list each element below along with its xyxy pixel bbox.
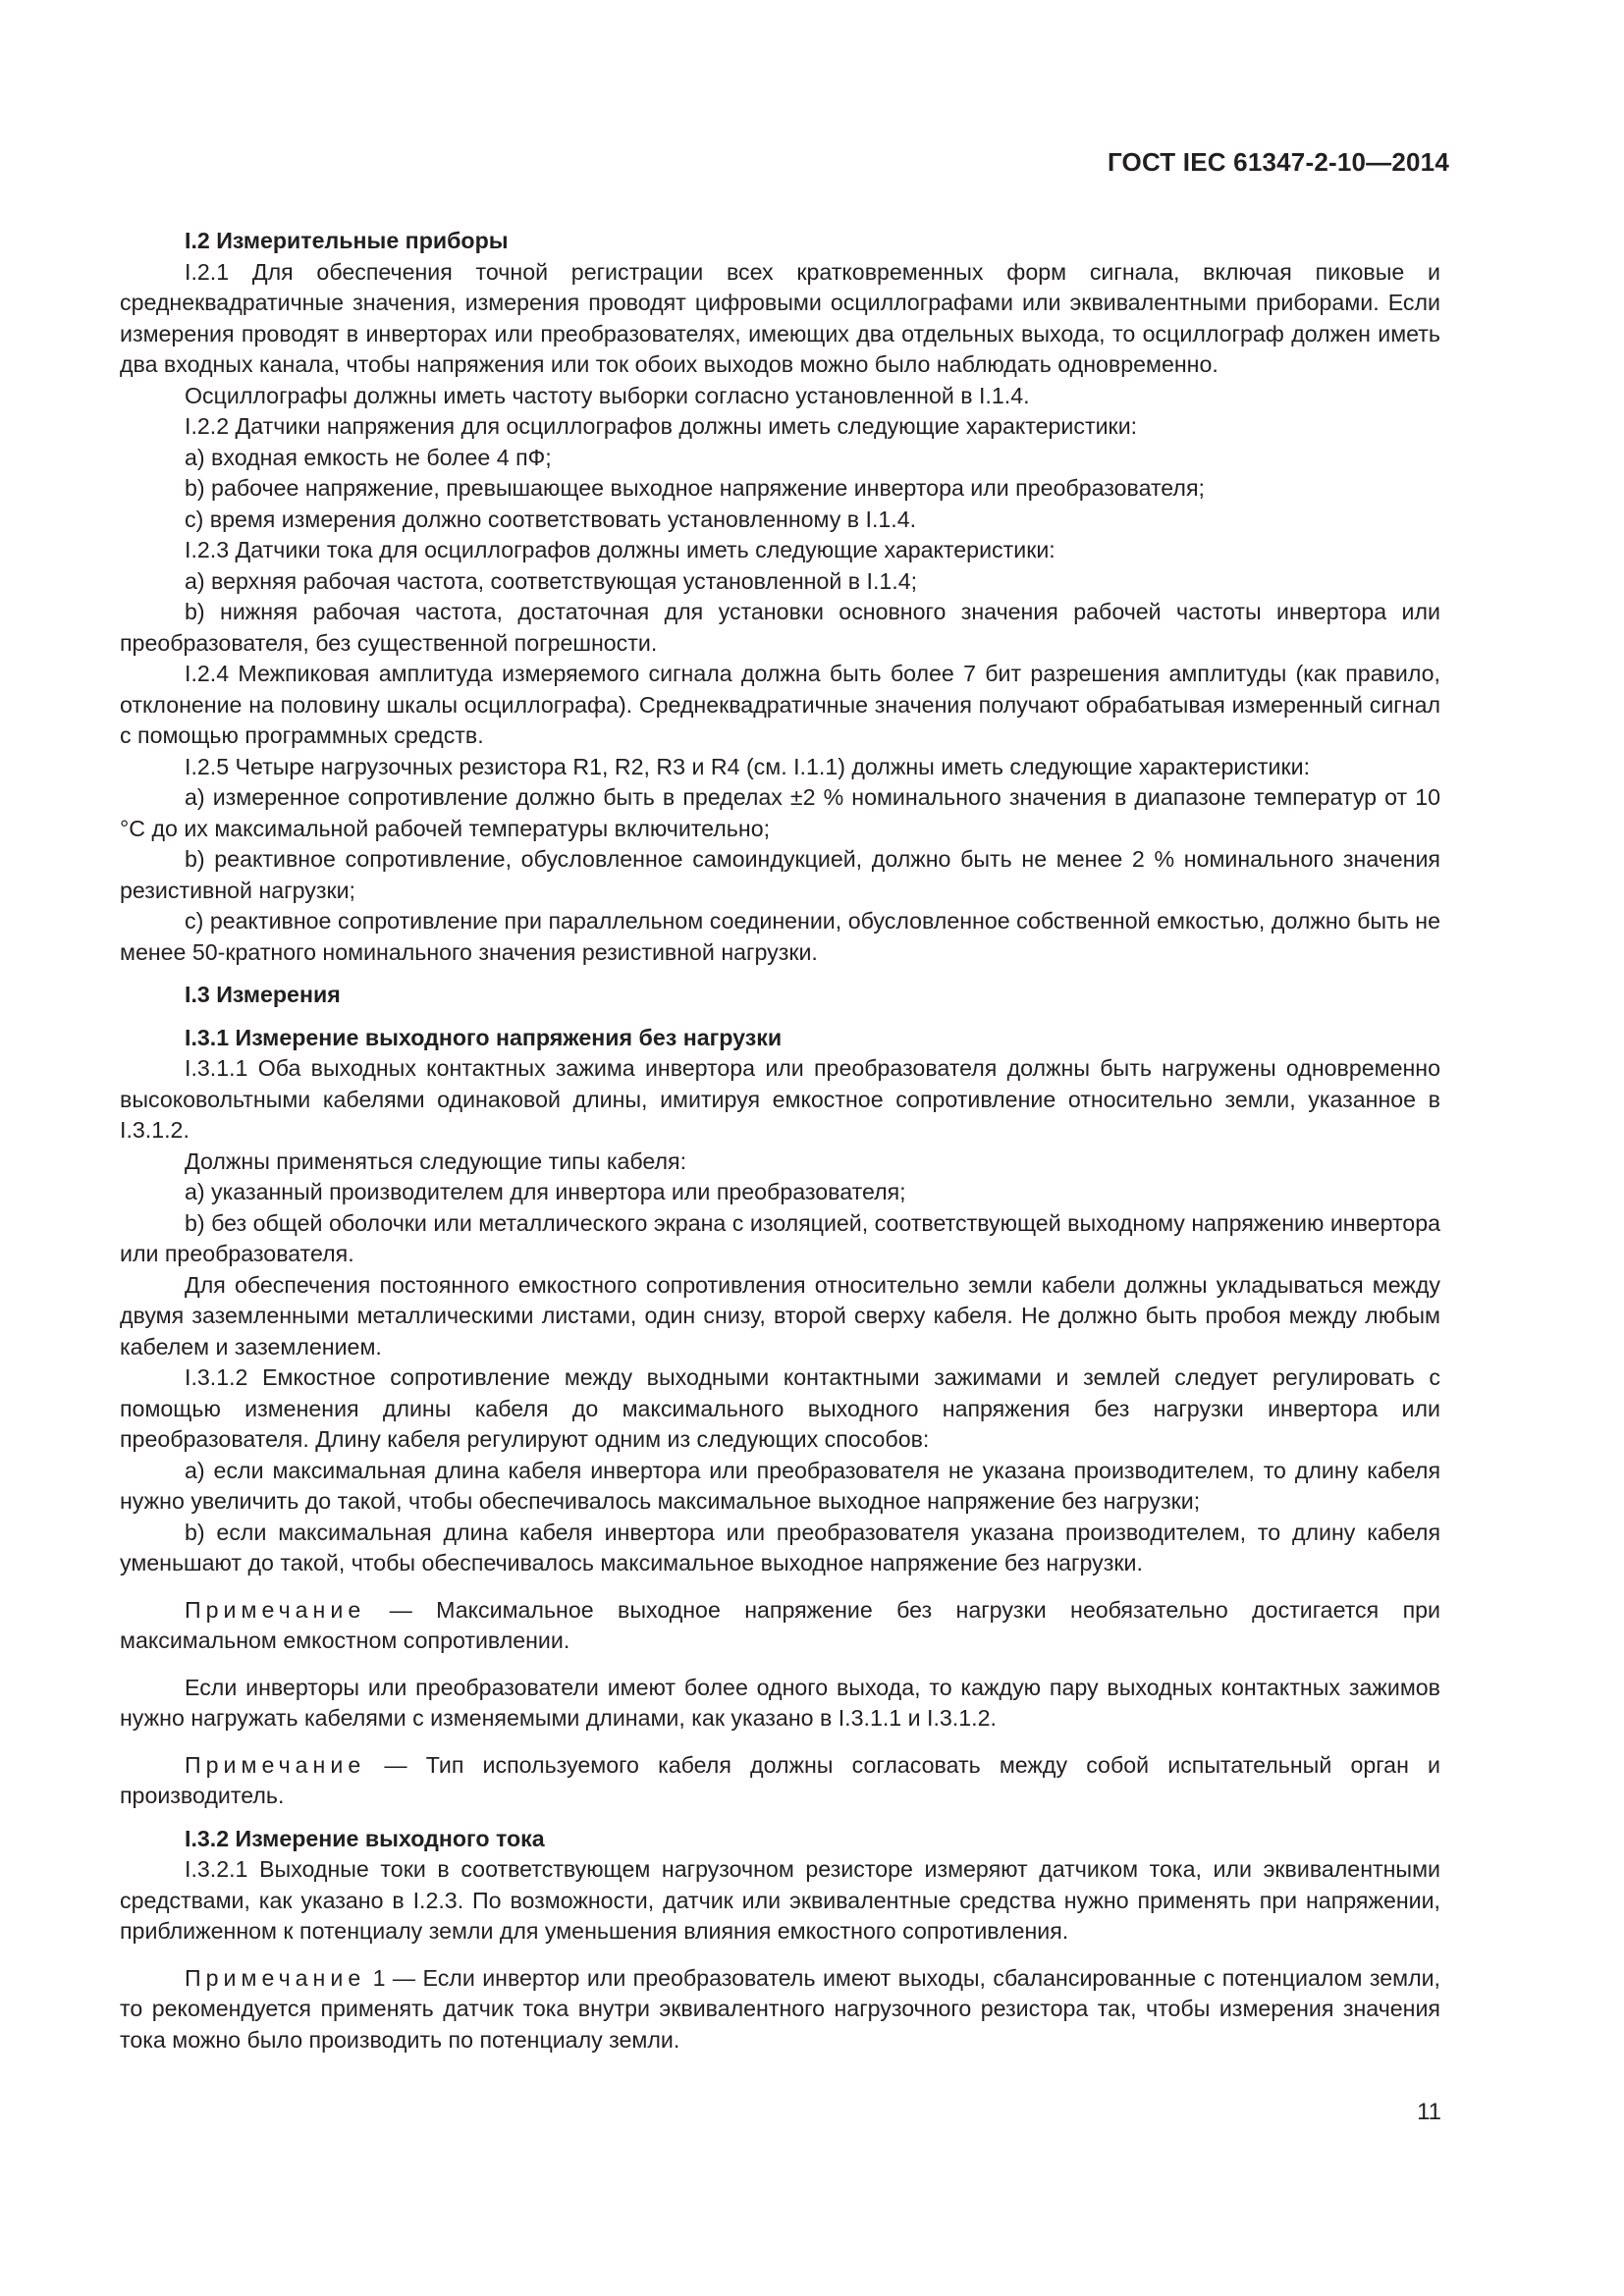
list-item: c) реактивное сопротивление при параллельном соединении, обусловленное собственной емкостью, должно быть не менее 50-кратного номинального значения резистивной нагрузки. [120,908,1440,965]
paragraph: I.2.1 Для обеспечения точной регистрации всех кратковременных форм сигнала, включая пиковые и среднеквадратичные значения, измерения проводят цифровыми осциллографами или эквивалентными приборами. Если измерения проводят в инверторах или преобразователях, имеющих два отдельных выхода, то осциллограф должен иметь два входных канала, чтобы напряжения или ток обоих выходов можно было наблюдать одновременно. [120,258,1440,377]
note-label: Примечание [185,1596,366,1623]
note-text: — Максимальное выходное напряжение без нагрузки необязательно достигается при максимальном емкостном сопротивлении. [120,1596,1440,1653]
note-text: — Тип используемого кабеля должны согласовать между собой испытательный орган и производитель. [120,1751,1440,1808]
note-label: Примечание [185,1964,366,1991]
paragraph: I.2.3 Датчики тока для осциллографов должны иметь следующие характеристики: [185,537,1056,562]
paragraph: I.2.5 Четыре нагрузочных резистора R1, R2, R3 и R4 (см. I.1.1) должны иметь следующие характеристики: [185,753,1311,779]
section-heading: I.3 Измерения [185,982,341,1007]
list-item: b) если максимальная длина кабеля инвертора или преобразователя указана производителем, то длину кабеля уменьшают до такой, чтобы обеспечивалось максимальное выходное напряжение без нагрузки. [120,1519,1440,1575]
note [120,1750,1440,1812]
document-header: ГОСТ IEC 61347-2-10—2014 [1107,147,1449,177]
paragraph: Если инверторы или преобразователи имеют более одного выхода, то каждую пару выходных контактных зажимов нужно нагружать кабелями с изменяемыми длинами, как указано в I.3.1.1 и I.3.1.2. [120,1674,1440,1731]
note-text: 1 — Если инвертор или преобразователь имеют выходы, сбалансированные с потенциалом земли, то рекомендуется применять датчик тока внутри эквивалентного нагрузочного резистора так, чтобы измерения значения тока можно было производить по потенциалу земли. [120,1964,1440,2053]
list-item: b) без общей оболочки или металлического экрана с изоляцией, соответствующей выходному напряжению инвертора или преобразователя. [120,1209,1440,1266]
list-item: c) время измерения должно соответствовать установленному в I.1.4. [185,506,917,532]
paragraph: I.3.1.2 Емкостное сопротивление между выходными контактными зажимами и землей следует регулировать с помощью изменения длины кабеля до максимального выходного напряжения без нагрузки инвертора или преобразователя. Длину кабеля регулируют одним из следующих способов: [120,1364,1440,1452]
list-item: a) верхняя рабочая частота, соответствующая установленной в I.1.4; [185,567,918,594]
document-body [120,226,1440,2056]
list-item: a) указанный производителем для инвертора или преобразователя; [185,1179,906,1204]
page-number: 11 [1417,2099,1441,2125]
note [120,1963,1440,2056]
paragraph: Должны применяться следующие типы кабеля: [185,1148,687,1174]
paragraph: I.2.4 Межпиковая амплитуда измеряемого сигнала должна быть более 7 бит разрешения амплитуды (как правило, отклонение на половину шкалы осциллографа). Среднеквадратичные значения получают обрабатывая измеренный сигнал с помощью программных средств. [120,661,1440,748]
paragraph: I.3.1.1 Оба выходных контактных зажима инвертора или преобразователя должны быть нагружены одновременно высоковольтными кабелями одинаковой длины, имитируя емкостное сопротивление относительно земли, указанное в I.3.1.2. [120,1055,1440,1143]
subsection-heading: I.3.2 Измерение выходного тока [185,1825,545,1851]
note [120,1595,1440,1657]
note-label: Примечание [185,1751,366,1778]
paragraph: Осциллографы должны иметь частоту выборки согласно установленной в I.1.4. [185,382,1030,408]
list-item: b) нижняя рабочая частота, достаточная для установки основного значения рабочей частоты инвертора или преобразователя, без существенной погрешности. [120,599,1440,656]
paragraph: Для обеспечения постоянного емкостного сопротивления относительно земли кабели должны укладываться между двумя заземленными металлическими листами, один снизу, второй сверху кабеля. Не должно быть пробоя между любым кабелем и заземлением. [120,1271,1440,1360]
subsection-heading: I.3.1 Измерение выходного напряжения без нагрузки [185,1024,783,1050]
list-item: b) реактивное сопротивление, обусловленное самоиндукцией, должно быть не менее 2 % номинального значения резистивной нагрузки; [120,846,1440,903]
list-item: b) рабочее напряжение, превышающее выходное напряжение инвертора или преобразователя; [185,475,1205,501]
section-heading: I.2 Измерительные приборы [185,228,509,253]
list-item: a) входная емкость не более 4 пФ; [185,444,552,470]
list-item: a) измеренное сопротивление должно быть в пределах ±2 % номинального значения в диапазоне температур от 10 °С до их максимальной рабочей температуры включительно; [120,784,1440,841]
paragraph: I.3.2.1 Выходные токи в соответствующем нагрузочном резисторе измеряют датчиком тока, или эквивалентными средствами, как указано в I.2.3. По возможности, датчик или эквивалентные средства нужно применять при напряжении, приближенном к потенциалу земли для уменьшения влияния емкостного сопротивления. [120,1856,1440,1944]
paragraph: I.2.2 Датчики напряжения для осциллографов должны иметь следующие характеристики: [185,413,1138,439]
list-item: a) если максимальная длина кабеля инвертора или преобразователя не указана производителем, то длину кабеля нужно увеличить до такой, чтобы обеспечивалось максимальное выходное напряжение без нагрузки; [120,1457,1440,1514]
